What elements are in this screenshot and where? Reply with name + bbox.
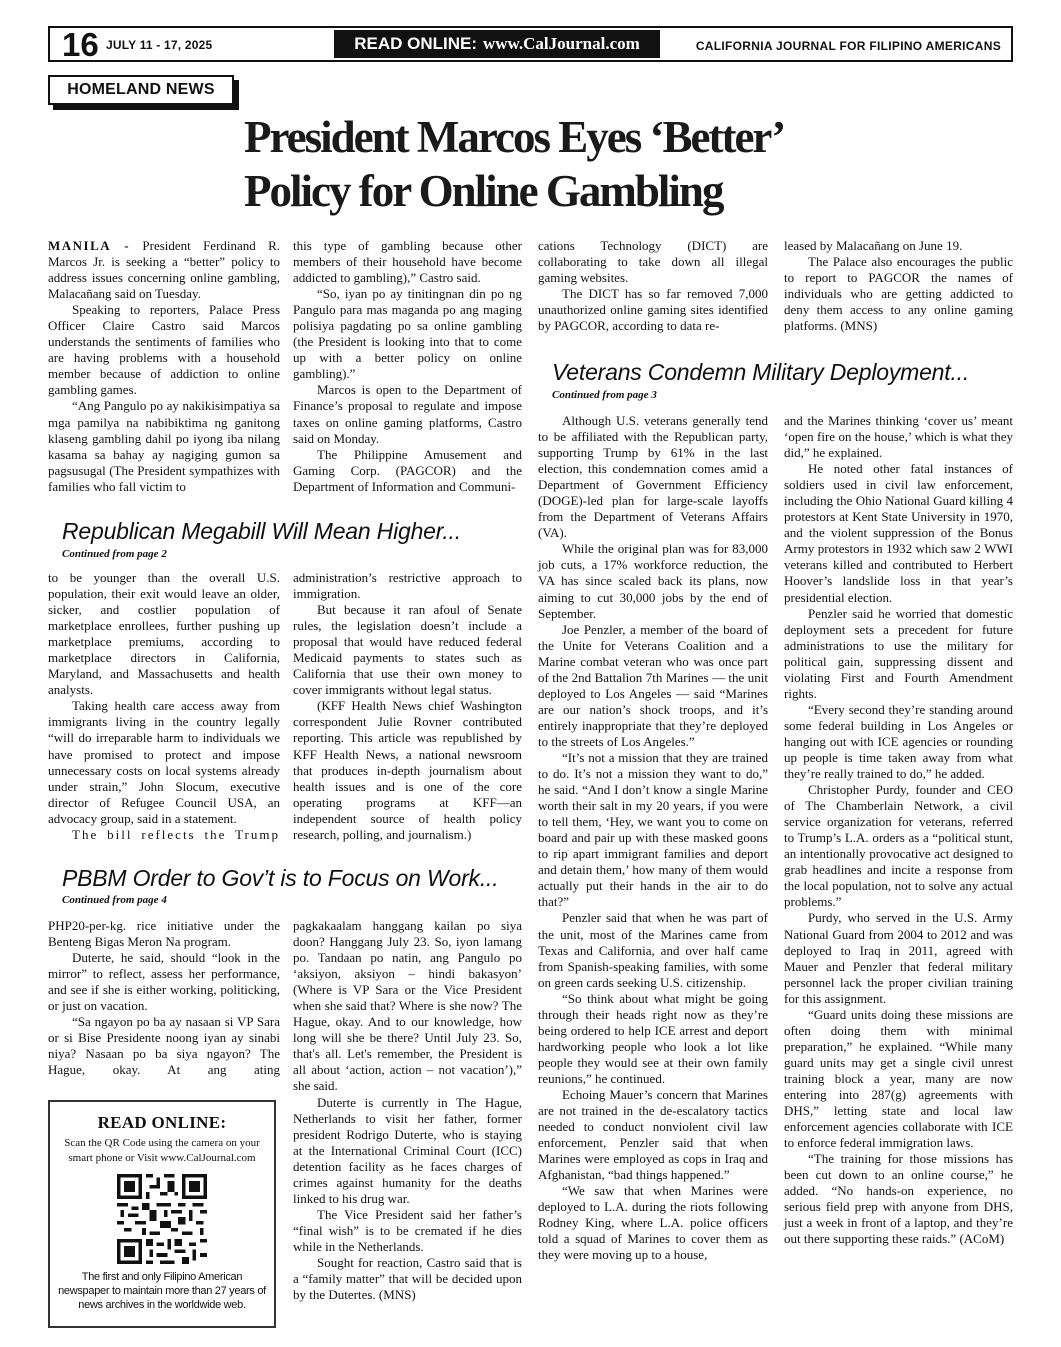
paragraph: “Ang Pangulo po ay nakikisimpatiya sa mga pamilya na nabibiktima ng ganitong klaseng gambling dahil po iyong iba nilang kasama sa bahay ay nagiging gumon sa pagsusugal (The President sympathizes with families who fall victim to <box>48 398 280 494</box>
paragraph: Duterte, he said, should “look in the mirror” to reflect, assess her performance, and see if she is either working, politicking, or just on vacation. <box>48 950 280 1014</box>
paragraph: (KFF Health News chief Washington correspondent Julie Rovner contributed reporting. This article was republished by KFF Health News, a national newsroom that produces in-depth journalism about health issues and is one of the core operating programs at KFF—an independent source of health policy research, polling, and journalism.) <box>293 698 522 842</box>
paragraph: “It’s not a mission that they are trained to do. It’s not a mission they want to do,” he said. “And I don’t know a single Marine worth their salt in my 20 years, if you were to tell them, ‘Hey, we want you to come on board and pair up with these masked goons to rip apart immigrant families and deport and detain them,’ how many of them would actually put their hands in the air to do that?” <box>538 749 768 910</box>
article-republican-col-2 <box>293 570 522 843</box>
paragraph: But because it ran afoul of Senate rules, the legislation doesn’t include a proposal that would have reduced federal Medicaid payments to states such as California that use their own money to cover immigrants without legal status. <box>293 602 522 698</box>
ad-subtitle: Scan the QR Code using the camera on your smart phone or Visit www.CalJournal.com <box>64 1137 260 1164</box>
paragraph: pagkakaalam hanggang kailan po siya doon? Hanggang July 23. So, iyon lamang po. Tandaan po natin, ang Pangulo po ‘aksiyon, aksiyon – hindi bakasyon’ (Where is VP Sara or the Vice President when she said that? Where is she now? The Hague, okay. And to our knowledge, how long will she be there? Until July 23. So, that's all. Let's remember, the President is all about ‘action, action – not vacation’),” she said. <box>293 918 522 1094</box>
article-pbbm-col-1 <box>48 918 280 1078</box>
paragraph: this type of gambling because other members of their household have become addicted to gambling),” Castro said. <box>293 238 522 286</box>
paragraph: Sought for reaction, Castro said that is a “family matter” that will be decided upon by the Dutertes. (MNS) <box>293 1254 522 1303</box>
ad-title: READ ONLINE: <box>97 1113 227 1132</box>
dateline: MANILA - <box>48 238 131 253</box>
article-pbbm-col-2 <box>293 918 522 1303</box>
paragraph: “Guard units doing these missions are often doing them with minimal preparation,” he explained. “While many guard units may get a single civil unrest training block a year, many are now entering into 287(g) agreements with DHS,” letting state and local law enforcement agencies collaborate with ICE to enforce federal immigration laws. <box>784 1006 1013 1151</box>
read-online-banner[interactable] <box>334 30 660 58</box>
section-label: HOMELAND NEWS <box>48 75 234 105</box>
paragraph: “So, iyan po ay tinitingnan din po ng Pangulo para mas maganda po ang maging polisiya pagdating po sa online gambling (the President is looking into that to come up with a better policy on online gambling).” <box>293 286 522 382</box>
paragraph: The bill reflects the Trump <box>72 826 280 842</box>
paragraph: Joe Penzler, a member of the board of the Unite for Veterans Coalition and a Marine combat veteran who was once part of the 2nd Battalion 7th Marines — the unit deployed to Los Angeles — said “Marines are our nation’s shock troops, and it’s entirely inappropriate that they’re deployed to the streets of Los Angeles.” <box>538 621 768 749</box>
paragraph: and the Marines thinking ‘cover us’ meant ‘open fire on the house,’ which is what they did,” he explained. <box>784 413 1013 461</box>
ad-footer: The first and only Filipino American newspaper to maintain more than 27 years of news archives in the worldwide web. <box>58 1271 266 1311</box>
paragraph: While the original plan was for 83,000 job cuts, a 17% workforce reduction, the VA has since scaled back its plans, now aiming to cut 30,000 jobs by the end of September. <box>538 541 768 621</box>
read-online-url[interactable]: www.CalJournal.com <box>483 34 640 53</box>
paragraph: administration’s restrictive approach to immigration. <box>293 570 522 602</box>
page-header <box>48 26 1013 62</box>
paragraph: “We saw that when Marines were deployed to L.A. during the riots following Rodney King, where L.A. police officers told a squad of Marines to cover them as they were moving up to a house, <box>538 1183 768 1263</box>
issue-date: JULY 11 - 17, 2025 <box>106 38 213 52</box>
paragraph: Purdy, who served in the U.S. Army National Guard from 2004 to 2012 and was deployed to Iraq in 2011, agreed with Mauer and Penzler that federal military personnel lack the proper civilian training for this assignment. <box>784 910 1013 1006</box>
headline-line-1: President Marcos Eyes ‘Better’ <box>244 112 785 162</box>
paragraph: cations Technology (DICT) are collaborating to take down all illegal gaming websites. <box>538 238 768 286</box>
paragraph: “The training for those missions has been cut down to an online course,” he added. “No hands-on experience, no serious field prep with anyone from DHS, just a week in front of a laptop, and they’re out there supporting these raids.” (ACoM) <box>784 1151 1013 1247</box>
article-republican-col-1 <box>48 570 280 843</box>
paragraph: The DICT has so far removed 7,000 unauthorized online gaming sites identified by PAGCOR, according to data re- <box>538 286 768 334</box>
pbbm-subhead: PBBM Order to Gov’t is to Focus on Work... <box>62 865 499 891</box>
paragraph: Speaking to reporters, Palace Press Officer Claire Castro said Marcos understands the sentiments of families who are having problems with a household member because of addiction to online gambling games. <box>48 302 280 398</box>
main-headline <box>244 110 1004 218</box>
veterans-continued: Continued from page 3 <box>552 389 657 401</box>
page-number: 16 <box>62 26 99 63</box>
paragraph: leased by Malacañang on June 19. <box>784 238 963 253</box>
paragraph: The Vice President said her father’s “final wish” is to be cremated if he dies while in the Netherlands. <box>293 1206 522 1254</box>
republican-continued: Continued from page 2 <box>62 548 167 560</box>
paragraph: Although U.S. veterans generally tend to be affiliated with the Republican party, supporting Trump by 61% in the last election, this condemnation comes amid a Department of Government Efficiency (DOGE)-led plan for large-scale layoffs from the Department of Veterans Affairs (VA). <box>538 413 768 541</box>
paragraph: President Ferdinand R. Marcos Jr. is seeking a “better” policy to address issues concerning online gambling, Malacañang said on Tuesday. <box>48 238 281 302</box>
article-marcos-col-2 <box>293 238 522 495</box>
read-online-ad <box>48 1100 276 1328</box>
paragraph: “Sa ngayon po ba ay nasaan si VP Sara or si Bise Presidente noong iyan ay sinabi niya? Nasaan po ba siya ngayon? The Hague, okay. At ang ating <box>48 1014 280 1078</box>
article-marcos-col-1 <box>48 238 280 495</box>
paragraph: Duterte is currently in The Hague, Netherlands to visit her father, former president Rodrigo Duterte, who is staying at the International Criminal Court (ICC) detention facility as he faces charges of crimes against humanity for the deaths linked to his drug war. <box>293 1094 522 1206</box>
paragraph: He noted other fatal instances of soldiers used in civil law enforcement, including the Ohio National Guard killing 4 protestors at Kent State University in 1970, and the violent suppression of the Bonus Army protestors in 1932 which saw 2 WWI veterans killed and contributed to Herbert Hoover’s landslide loss in that year’s presidential election. <box>784 461 1013 605</box>
paragraph: Penzler said he worried that domestic deployment sets a precedent for future administrations to use the military for political gain, suppressing dissent and violating First and Fourth Amendment rights. <box>784 605 1013 701</box>
veterans-subhead: Veterans Condemn Military Deployment... <box>552 359 970 385</box>
paragraph: Taking health care access away from immigrants living in the country legally “will do irreparable harm to individuals we have promised to protect and impose unnecessary costs on local systems already under strain,” John Slocum, executive director of Refugee Council USA, an advocacy group, said in a statement. <box>48 698 280 826</box>
paragraph: “So think about what might be going through their heads right now as they’re being ordered to help ICE arrest and deport hardworking people who look a lot like people they would see at their own family reunions,” he continued. <box>538 990 768 1086</box>
paragraph: The Philippine Amusement and Gaming Corp. (PAGCOR) and the Department of Information and Communi- <box>293 446 522 494</box>
pbbm-continued: Continued from page 4 <box>62 894 167 906</box>
paragraph: Marcos is open to the Department of Finance’s proposal to regulate and impose taxes on online gaming platforms, Castro said on Monday. <box>293 382 522 446</box>
article-marcos-col-4 <box>784 238 1013 334</box>
paragraph: “Every second they’re standing around some federal building in Los Angeles or hanging out with ICE agencies or rounding up people is time taken away from what they’re really trained to do,” he added. <box>784 701 1013 782</box>
paragraph: Christopher Purdy, founder and CEO of The Chamberlain Network, a civil service organization for veterans, referred to Trump’s L.A. orders as a “political stunt, an intentionally provocative act designed to grab headlines and incite a response from the local population, not to solve any actual problems.” <box>784 782 1013 910</box>
republican-subhead: Republican Megabill Will Mean Higher... <box>62 518 461 544</box>
paragraph: Echoing Mauer’s concern that Marines are not trained in the de-escalatory tactics needed to conduct nonviolent civil law enforcement, Penzler said that when Marines were employed as cops in Iraq and Afghanistan, “bad things happened.” <box>538 1086 768 1183</box>
paragraph: PHP20-per-kg. rice initiative under the Benteng Bigas Meron Na program. <box>48 918 280 950</box>
newspaper-name: CALIFORNIA JOURNAL FOR FILIPINO AMERICANS <box>695 39 1001 53</box>
qr-code-icon[interactable] <box>117 1174 207 1264</box>
article-marcos-col-3 <box>538 238 768 334</box>
read-online-label: READ ONLINE: <box>354 34 477 53</box>
article-veterans-col-2 <box>784 413 1013 1247</box>
paragraph: to be younger than the overall U.S. population, their exit would leave an older, sicker, and costlier population of marketplace enrollees, further pushing up marketplace premiums, according to marketplace directors in California, Maryland, and Massachusetts and health analysts. <box>48 570 280 698</box>
paragraph: Penzler said that when he was part of the unit, most of the Marines came from Texas and California, and over half came from Spanish-speaking families, with some on green cards seeking U.S. citizenship. <box>538 910 768 990</box>
headline-line-2: Policy for Online Gambling <box>244 166 723 216</box>
paragraph: The Palace also encourages the public to report to PAGCOR the names of individuals who are getting addicted to deny them access to any online gaming platforms. (MNS) <box>784 254 1013 334</box>
article-veterans-col-1 <box>538 413 768 1263</box>
